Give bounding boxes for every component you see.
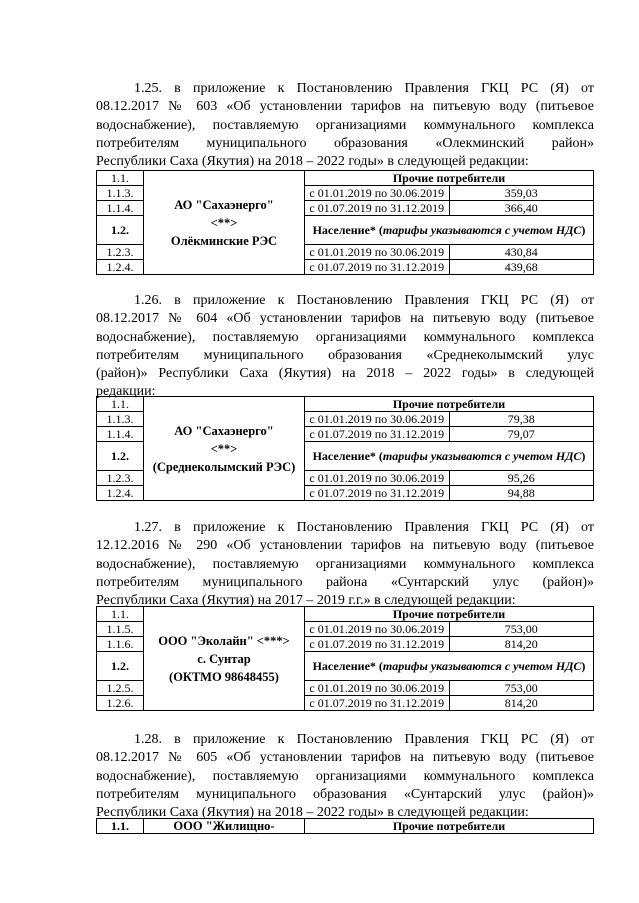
group-header: Прочие потребители xyxy=(305,819,594,834)
value-cell: 94,88 xyxy=(449,486,594,501)
org-unit: (Среднеколымский РЭС) xyxy=(152,459,296,474)
period-cell: с 01.07.2019 по 31.12.2019 xyxy=(305,486,450,501)
row-number: 1.2.3. xyxy=(97,471,144,486)
value-cell: 753,00 xyxy=(449,622,594,637)
org-note: <**> xyxy=(210,441,238,456)
group-note: тарифы указываются с учетом НДС xyxy=(382,659,582,673)
paragraph-1-27 xyxy=(96,519,594,610)
group-label: Население* ( xyxy=(312,659,383,673)
row-number: 1.1. xyxy=(97,607,144,622)
group-header xyxy=(305,216,594,245)
group-header xyxy=(305,442,594,471)
organization-cell xyxy=(144,171,305,275)
value-cell: 439,68 xyxy=(449,260,594,275)
table-row xyxy=(97,607,594,622)
period-cell: с 01.07.2019 по 31.12.2019 xyxy=(305,637,450,652)
paragraph-1-25 xyxy=(96,80,594,171)
tariff-table-1-25 xyxy=(96,170,594,275)
text-line: водоснабжение), поставляемую организациями коммунального комплекса xyxy=(96,117,594,133)
row-number: 1.2. xyxy=(97,442,144,471)
group-header xyxy=(305,652,594,681)
value-cell: 79,07 xyxy=(449,427,594,442)
row-number: 1.1.4. xyxy=(97,427,144,442)
row-number: 1.1. xyxy=(97,819,144,834)
text-line: 1.25. в приложение к Постановлению Правления ГКЦ РС (Я) от xyxy=(134,81,594,96)
text-line: потребителям муниципального образования «Сунтарский улус (район)» xyxy=(96,786,594,802)
text-line: 12.12.2016 № 290 «Об установлении тарифов на питьевую воду (питьевое xyxy=(96,538,594,554)
text-line: 08.12.2017 № 605 «Об установлении тарифов на питьевую воду (питьевое xyxy=(96,750,594,766)
group-label: Население* ( xyxy=(312,449,383,463)
row-number: 1.2.4. xyxy=(97,260,144,275)
text-line: водоснабжение), поставляемую организациями коммунального комплекса xyxy=(96,556,594,572)
period-cell: с 01.07.2019 по 31.12.2019 xyxy=(305,201,450,216)
table-row xyxy=(97,171,594,186)
org-name: ООО "Эколайн" <***> xyxy=(158,633,290,648)
value-cell: 95,26 xyxy=(449,471,594,486)
text-line: Республики Саха (Якутия) на 2018 – 2022 годы» в следующей редакции: xyxy=(96,154,529,170)
tariff-table-1-26 xyxy=(96,396,594,501)
org-unit: Олёкминские РЭС xyxy=(170,233,278,248)
text-line: потребителям муниципального образования «Олекминский район» xyxy=(96,135,594,151)
row-number: 1.2. xyxy=(97,652,144,681)
org-name: АО "Сахаэнерго" xyxy=(174,423,274,438)
row-number: 1.2.3. xyxy=(97,245,144,260)
text-line: потребителям муниципального района «Сунтарский улус (район)» xyxy=(96,574,594,590)
row-number: 1.1.3. xyxy=(97,186,144,201)
row-number: 1.1.6. xyxy=(97,637,144,652)
period-cell: с 01.07.2019 по 31.12.2019 xyxy=(305,696,450,711)
row-number: 1.2.5. xyxy=(97,681,144,696)
value-cell: 366,40 xyxy=(449,201,594,216)
paragraph-1-28 xyxy=(96,731,594,822)
group-note: тарифы указываются с учетом НДС xyxy=(382,223,582,237)
org-note: <**> xyxy=(210,215,238,230)
value-cell: 79,38 xyxy=(449,412,594,427)
value-cell: 814,20 xyxy=(449,696,594,711)
table-row xyxy=(97,819,594,834)
group-header: Прочие потребители xyxy=(305,171,594,186)
row-number: 1.1. xyxy=(97,171,144,186)
paragraph-1-26 xyxy=(96,292,594,402)
text-line: водоснабжение), поставляемую организациями коммунального комплекса xyxy=(96,768,594,784)
row-number: 1.1.5. xyxy=(97,622,144,637)
text-line: редакции: xyxy=(96,384,156,400)
org-oktmo: (ОКТМО 98648455) xyxy=(169,669,279,684)
org-location: с. Сунтар xyxy=(197,651,251,666)
group-paren: ) xyxy=(581,449,586,463)
row-number: 1.1.4. xyxy=(97,201,144,216)
row-number: 1.2.6. xyxy=(97,696,144,711)
row-number: 1.2.4. xyxy=(97,486,144,501)
value-cell: 430,84 xyxy=(449,245,594,260)
text-line: Республики Саха (Якутия) на 2018 – 2022 годы» в следующей редакции: xyxy=(96,805,529,821)
group-header: Прочие потребители xyxy=(305,607,594,622)
period-cell: с 01.07.2019 по 31.12.2019 xyxy=(305,260,450,275)
row-number: 1.1.3. xyxy=(97,412,144,427)
group-note: тарифы указываются с учетом НДС xyxy=(382,449,582,463)
text-line: 08.12.2017 № 603 «Об установлении тарифов на питьевую воду (питьевое xyxy=(96,99,594,115)
text-line: водоснабжение), поставляемую организациями коммунального комплекса xyxy=(96,329,594,345)
text-line: 1.27. в приложение к Постановлению Правления ГКЦ РС (Я) от xyxy=(134,520,594,535)
text-line: (район)» Республики Саха (Якутия) на 2018 – 2022 годы» в следующей xyxy=(96,366,594,382)
text-line: 08.12.2017 № 604 «Об установлении тарифов на питьевую воду (питьевое xyxy=(96,311,594,327)
tariff-table-1-27 xyxy=(96,606,594,711)
text-line: 1.26. в приложение к Постановлению Правления ГКЦ РС (Я) от xyxy=(134,293,594,308)
value-cell: 753,00 xyxy=(449,681,594,696)
table-row xyxy=(97,397,594,412)
group-paren: ) xyxy=(581,659,586,673)
org-name: АО "Сахаэнерго" xyxy=(174,197,274,212)
period-cell: с 01.07.2019 по 31.12.2019 xyxy=(305,427,450,442)
organization-cell xyxy=(144,607,305,711)
group-label: Население* ( xyxy=(312,223,383,237)
value-cell: 814,20 xyxy=(449,637,594,652)
text-line: Республики Саха (Якутия) на 2017 – 2019 г.г.» в следующей редакции: xyxy=(96,593,516,609)
group-header: Прочие потребители xyxy=(305,397,594,412)
period-cell: с 01.01.2019 по 30.06.2019 xyxy=(305,186,450,201)
text-line: потребителям муниципального образования «Среднеколымский улус xyxy=(96,347,594,363)
period-cell: с 01.01.2019 по 30.06.2019 xyxy=(305,622,450,637)
group-paren: ) xyxy=(581,223,586,237)
period-cell: с 01.01.2019 по 30.06.2019 xyxy=(305,471,450,486)
row-number: 1.1. xyxy=(97,397,144,412)
period-cell: с 01.01.2019 по 30.06.2019 xyxy=(305,412,450,427)
period-cell: с 01.01.2019 по 30.06.2019 xyxy=(305,681,450,696)
period-cell: с 01.01.2019 по 30.06.2019 xyxy=(305,245,450,260)
tariff-table-1-28 xyxy=(96,818,594,834)
row-number: 1.2. xyxy=(97,216,144,245)
value-cell: 359,03 xyxy=(449,186,594,201)
text-line: 1.28. в приложение к Постановлению Правления ГКЦ РС (Я) от xyxy=(134,732,594,747)
organization-cell xyxy=(144,397,305,501)
organization-cell: ООО "Жилищно- xyxy=(144,819,305,834)
